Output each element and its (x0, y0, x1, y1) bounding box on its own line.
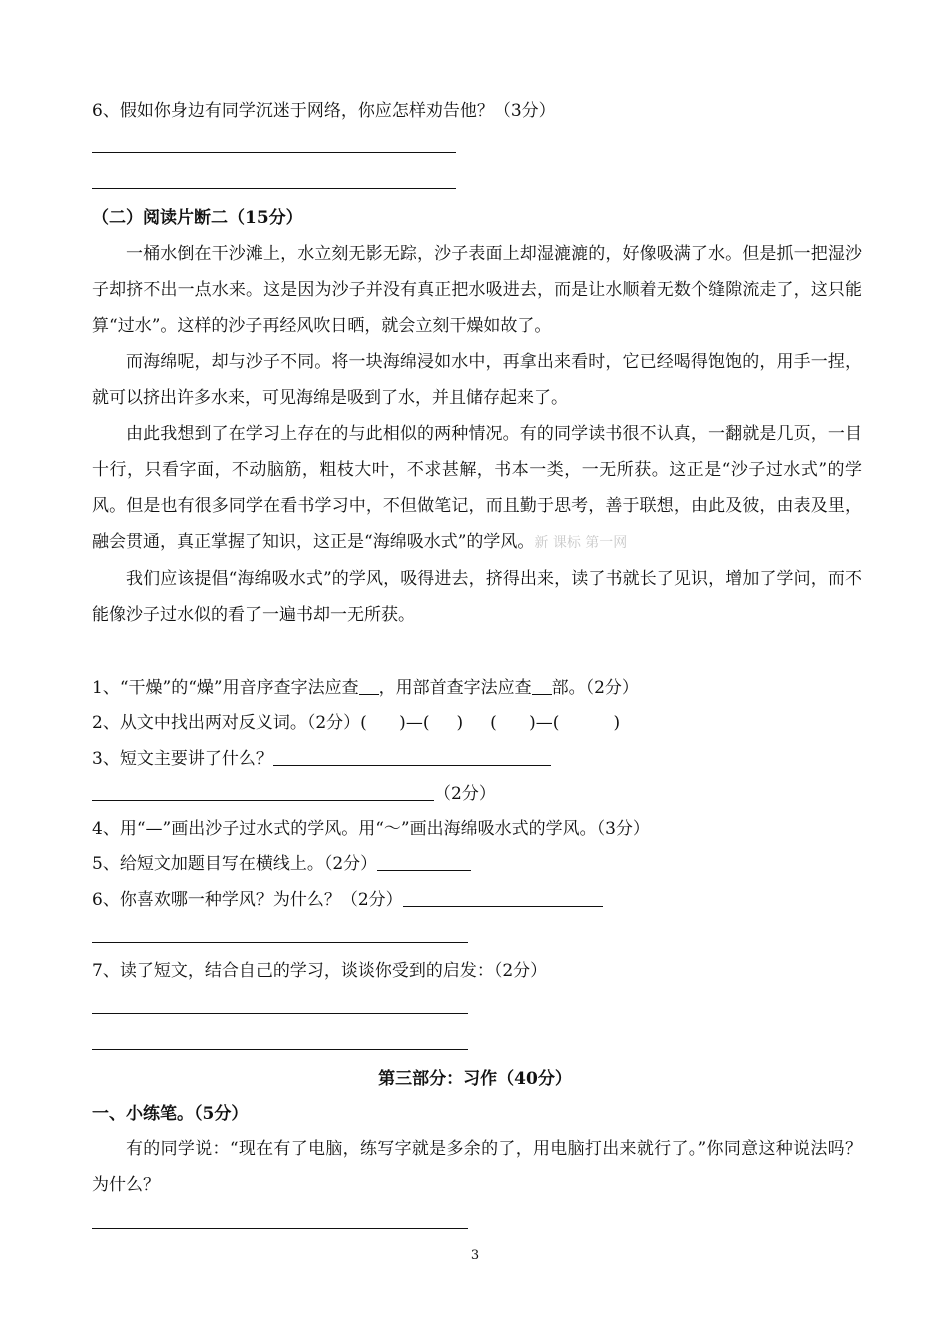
question-1-part-a: 1、“干燥”的“燥”用音序查字法应查 (92, 678, 359, 698)
question-6 (92, 888, 862, 912)
blank-line[interactable] (532, 676, 552, 695)
question-1-part-c: 部。（2分） (551, 678, 639, 698)
answer-line (92, 188, 456, 189)
question-4: 4、用“—”画出沙子过水式的学风。用“～”画出海绵吸水式的学风。（3分） (92, 819, 650, 839)
answer-line (92, 152, 456, 153)
answer-line[interactable] (273, 747, 551, 766)
question-5 (92, 852, 862, 876)
passage-paragraph-3-text: 由此我想到了在学习上存在的与此相似的两种情况。有的同学读书很不认真，一翻就是几页，一目十行，只看字面，不动脑筋，粗枝大叶，不求甚解，书本一类，一无所获。这正是“沙子过水式”的学风。但是也有很多同学在看书学习中，不但做笔记，而且勤于思考，善于联想，由此及彼，由表及里，融会贯通，真正掌握了知识，这正是“海绵吸水式”的学风。 (92, 424, 862, 552)
blank-line[interactable] (359, 676, 379, 695)
answer-line[interactable] (92, 1013, 468, 1014)
part-3-title: 第三部分：习作（40分） (378, 1069, 572, 1089)
answer-line[interactable] (92, 1228, 468, 1229)
passage-paragraph-3 (92, 416, 862, 561)
question-3 (92, 747, 862, 771)
question-5-text: 5、给短文加题目写在横线上。（2分） (92, 854, 378, 874)
page-number: 3 (470, 1248, 480, 1263)
answer-line[interactable] (92, 782, 434, 801)
passage-paragraph-2: 而海绵呢，却与沙子不同。将一块海绵浸如水中，再拿出来看时，它已经喝得饱饱的，用手一捏，就可以挤出许多水来，可见海绵是吸到了水，并且储存起来了。 (92, 352, 862, 408)
writing-prompt (92, 1131, 862, 1203)
passage-paragraph-4: 我们应该提倡“海绵吸水式”的学风，吸得进去，挤得出来，读了书就长了见识，增加了学问，而不能像沙子过水似的看了一遍书却一无所获。 (92, 569, 862, 625)
passage-paragraph-1: 一桶水倒在干沙滩上，水立刻无影无踪，沙子表面上却湿漉漉的，好像吸满了水。但是抓一把湿沙子却挤不出一点水来。这是因为沙子并没有真正把水吸进去，而是让水顺着无数个缝隙流走了，这只能算“过水”。这样的沙子再经风吹日晒，就会立刻干燥如故了。 (92, 244, 862, 336)
question-1-part-b: ，用部首查字法应查 (378, 678, 532, 698)
writing-prompt-text: 有的同学说：“现在有了电脑，练写字就是多余的了，用电脑打出来就行了。”你同意这种说法吗？为什么？ (92, 1139, 862, 1195)
question-3-continued (92, 782, 862, 806)
question-6-text: 6、你喜欢哪一种学风？为什么？（2分） (92, 890, 403, 910)
question-3-score: （2分） (434, 784, 496, 804)
answer-line[interactable] (377, 852, 471, 871)
question-1 (92, 676, 862, 700)
answer-line[interactable] (92, 942, 468, 943)
part-3-subtitle: 一、小练笔。（5分） (92, 1104, 249, 1124)
section-2-title: （二）阅读片断二（15分） (92, 208, 303, 228)
watermark-text: 新 课标 第一网 (534, 535, 628, 551)
answer-line[interactable] (403, 888, 603, 907)
reading-passage (92, 236, 862, 633)
answer-line[interactable] (92, 1049, 468, 1050)
question-6-network: 6、假如你身边有同学沉迷于网络，你应怎样劝告他？（3分） (92, 101, 556, 121)
question-2: 2、从文中找出两对反义词。（2分）( )—( ) ( )—( ) (92, 713, 621, 733)
question-7: 7、读了短文，结合自己的学习，谈谈你受到的启发：（2分） (92, 961, 548, 981)
question-3-text: 3、短文主要讲了什么？ (92, 749, 273, 769)
